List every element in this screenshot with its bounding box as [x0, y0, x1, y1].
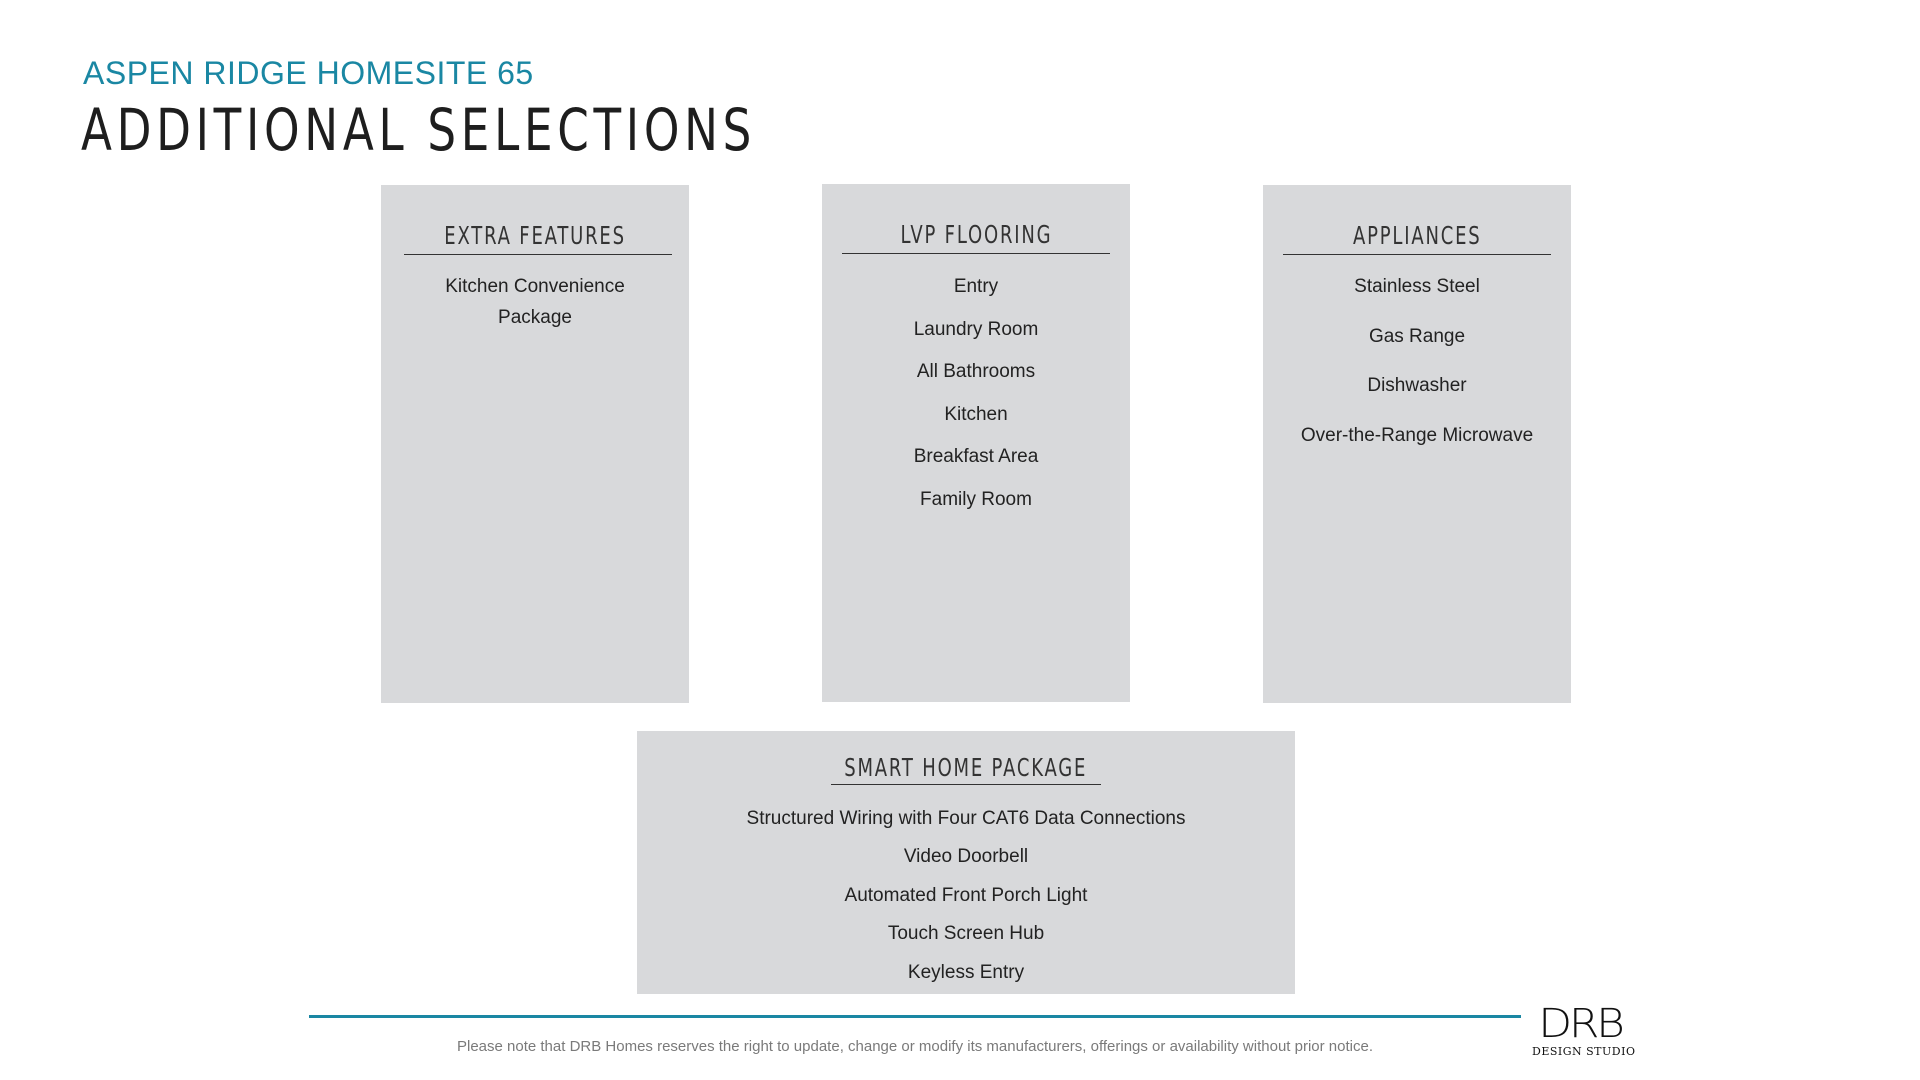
panel-item: Over-the-Range Microwave	[1300, 425, 1534, 446]
panel-item: Automated Front Porch Light	[844, 885, 1088, 906]
lvp-flooring-divider	[842, 253, 1110, 254]
logo-mark: DRB	[1538, 1001, 1622, 1047]
smart-home-heading: SMART HOME PACKAGE	[844, 753, 1088, 782]
extra-features-panel	[381, 185, 689, 703]
lvp-flooring-panel	[822, 184, 1130, 702]
panel-item: Gas Range	[1368, 326, 1466, 347]
panel-item: Family Room	[920, 489, 1032, 510]
footer-disclaimer: Please note that DRB Homes reserves the right to update, change or modify its manufacturers, offerings or availability without prior notice.	[456, 1038, 1373, 1055]
homesite-subtitle: ASPEN RIDGE HOMESITE 65	[83, 55, 534, 91]
smart-home-panel	[637, 731, 1295, 994]
panel-item: Kitchen	[944, 404, 1008, 425]
panel-item: Entry	[953, 276, 999, 297]
panel-item: All Bathrooms	[916, 361, 1036, 382]
panel-item: Touch Screen Hub	[887, 923, 1045, 944]
panel-item: Dishwasher	[1367, 375, 1467, 396]
smart-home-divider	[831, 784, 1101, 785]
panel-item: Breakfast Area	[913, 446, 1039, 467]
panel-item: Laundry Room	[913, 319, 1039, 340]
drb-logo	[1532, 1001, 1636, 1059]
panel-item: Package	[498, 307, 572, 328]
panel-item: Video Doorbell	[903, 846, 1029, 867]
extra-features-heading: EXTRA FEATURES	[444, 221, 626, 250]
panel-item: Structured Wiring with Four CAT6 Data Connections	[746, 808, 1186, 829]
panel-item: Kitchen Convenience	[445, 276, 625, 297]
extra-features-divider	[404, 254, 672, 255]
appliances-panel	[1263, 185, 1571, 703]
panel-item: Keyless Entry	[907, 962, 1025, 983]
appliances-divider	[1283, 254, 1551, 255]
logo-subtitle: DESIGN STUDIO	[1532, 1045, 1636, 1058]
appliances-heading: APPLIANCES	[1352, 221, 1482, 250]
lvp-flooring-heading: LVP FLOORING	[900, 220, 1052, 249]
page-title: ADDITIONAL SELECTIONS	[81, 96, 757, 164]
panel-item: Stainless Steel	[1354, 276, 1480, 297]
footer-divider	[309, 1015, 1521, 1018]
